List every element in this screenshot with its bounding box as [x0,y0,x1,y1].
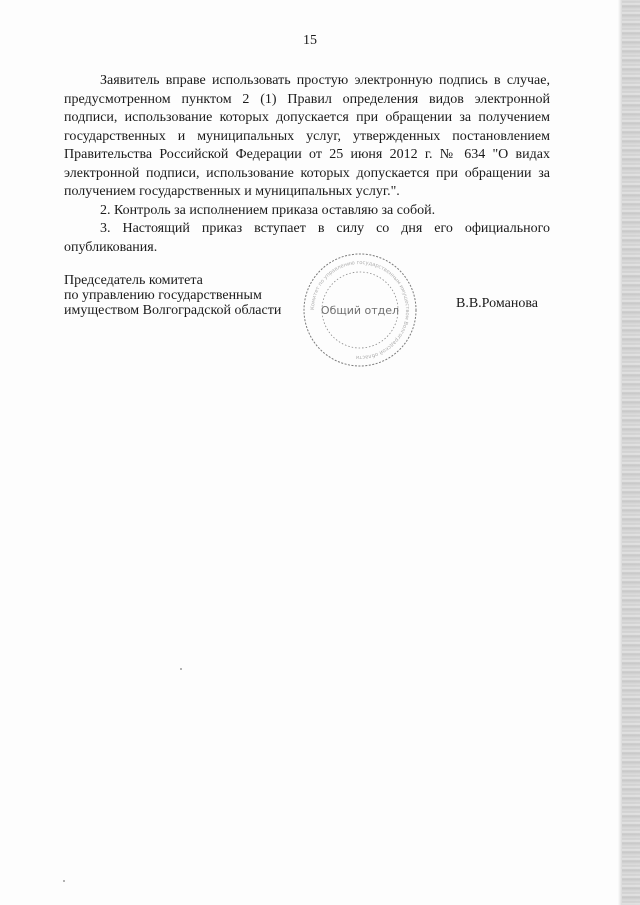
signature-position-block [64,273,281,318]
position-line-3: имуществом Волгоградской области [64,303,282,318]
scan-edge-shadow [622,0,640,905]
position-line-1: Председатель комитета [64,273,203,288]
document-body [64,72,550,257]
position-line-2: по управлению государственным [64,288,262,303]
paragraph-signature-rule: Заявитель вправе использовать простую электронную подпись в случае, предусмотренном пунктом 2 (1) Правил определения видов электронной подписи, использование которых допускается при обращении за получением государственных и муниципальных услуг, утвержденных постановлением Правительства Российской Федерации от 25 июня 2012 г. № 634 "О видах электронной подписи, использование которых допускается при обращении за получением государственных и муниципальных услуг.". [64,73,550,199]
signer-name: В.В.Романова [456,296,538,311]
page-number: 15 [303,33,317,48]
scan-speck [63,880,65,882]
stamp-graphic [300,250,420,370]
paragraph-control: 2. Контроль за исполнением приказа оставляю за собой. [100,202,436,218]
scan-speck [180,668,182,670]
official-stamp [300,250,420,370]
stamp-center-text: Общий отдел [320,304,400,317]
stamp-ring-text: Комитет по управлению государственным имуществом Волгоградской области [309,259,411,361]
paragraph-effective-date: 3. Настоящий приказ вступает в силу со дня его официального опубликования. [64,221,550,255]
